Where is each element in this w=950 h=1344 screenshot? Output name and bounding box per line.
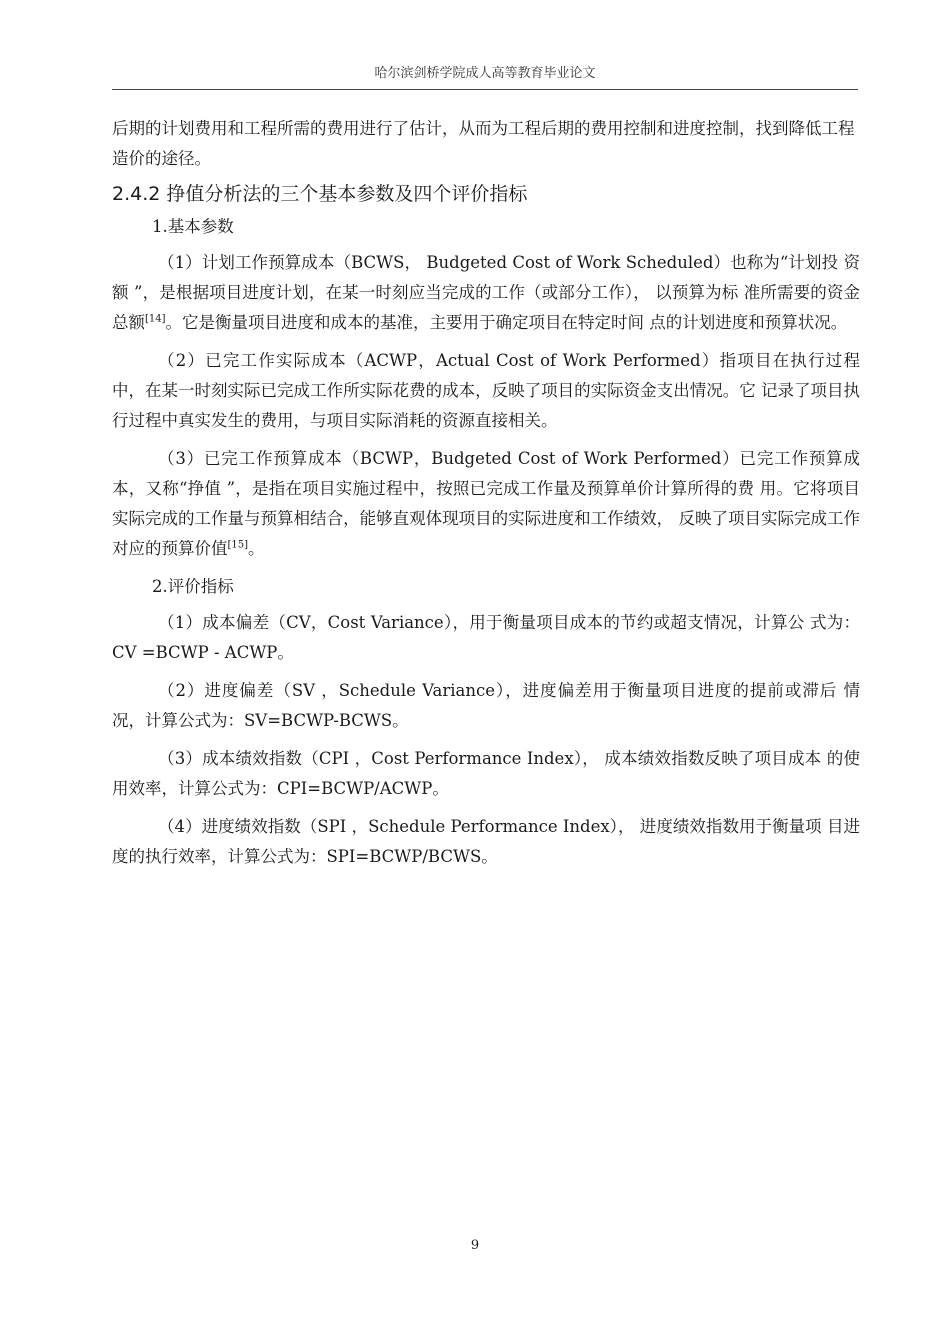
continuation-paragraph: 后期的计划费用和工程所需的费用进行了估计，从而为工程后期的费用控制和进度控制，找到降低工程造价的途径。 — [112, 119, 855, 168]
paragraph-bcws-text: （1）计划工作预算成本（BCWS， Budgeted Cost of Work Scheduled）也称为“计划投 资额 ”，是根据项目进度计划，在某一时刻应当完成的工作（或部分工作）， 以预算为标 准所需要的资金总额 — [112, 253, 860, 332]
paragraph-sv: （2）进度偏差（SV ，Schedule Variance），进度偏差用于衡量项目进度的提前或滞后 情况，计算公式为：SV=BCWP-BCWS。 — [112, 681, 860, 730]
subheading-indicators: 2.评价指标 — [152, 577, 234, 596]
paragraph-bcws-tail: 。它是衡量项目进度和成本的基准，主要用于确定项目在特定时间 点的计划进度和预算状况。 — [165, 313, 848, 332]
subheading-basic-params: 1.基本参数 — [152, 217, 234, 236]
paragraph-cv: （1）成本偏差（CV，Cost Variance），用于衡量项目成本的节约或超支情况，计算公 式为：CV =BCWP - ACWP。 — [112, 613, 860, 662]
paragraph-bcwp-tail: 。 — [248, 539, 265, 558]
citation-15: [15] — [227, 539, 249, 551]
paragraph-spi: （4）进度绩效指数（SPI ，Schedule Performance Index）， 进度绩效指数用于衡量项 目进度的执行效率，计算公式为：SPI=BCWP/BCWS。 — [112, 817, 860, 866]
paragraph-bcwp — [112, 444, 860, 564]
paragraph-bcws — [112, 248, 860, 338]
citation-14: [14] — [145, 313, 166, 325]
paragraph-cpi: （3）成本绩效指数（CPI ，Cost Performance Index）， 成本绩效指数反映了项目成本 的使用效率，计算公式为：CPI=BCWP/ACWP。 — [112, 749, 860, 798]
page-header: 哈尔滨剑桥学院成人高等教育毕业论文 — [112, 62, 858, 90]
paragraph-bcwp-text: （3）已完工作预算成本（BCWP，Budgeted Cost of Work Performed）已完工作预算成本，又称“挣值 ”，是指在项目实施过程中，按照已完成工作量及预算单价计算所得的费 用。它将项目实际完成的工作量与预算相结合，能够直观体现项目的实际进度和工作绩效， 反映了项目实际完成工作对应的预算价值 — [112, 449, 860, 558]
page-number: 9 — [470, 1238, 480, 1253]
document-body — [112, 114, 860, 880]
section-heading: 2.4.2 挣值分析法的三个基本参数及四个评价指标 — [112, 183, 528, 205]
paragraph-acwp: （2）已完工作实际成本（ACWP，Actual Cost of Work Performed）指项目在执行过程 中，在某一时刻实际已完成工作所实际花费的成本，反映了项目的实际资金支出情况。它 记录了项目执行过程中真实发生的费用，与项目实际消耗的资源直接相关。 — [112, 351, 860, 430]
